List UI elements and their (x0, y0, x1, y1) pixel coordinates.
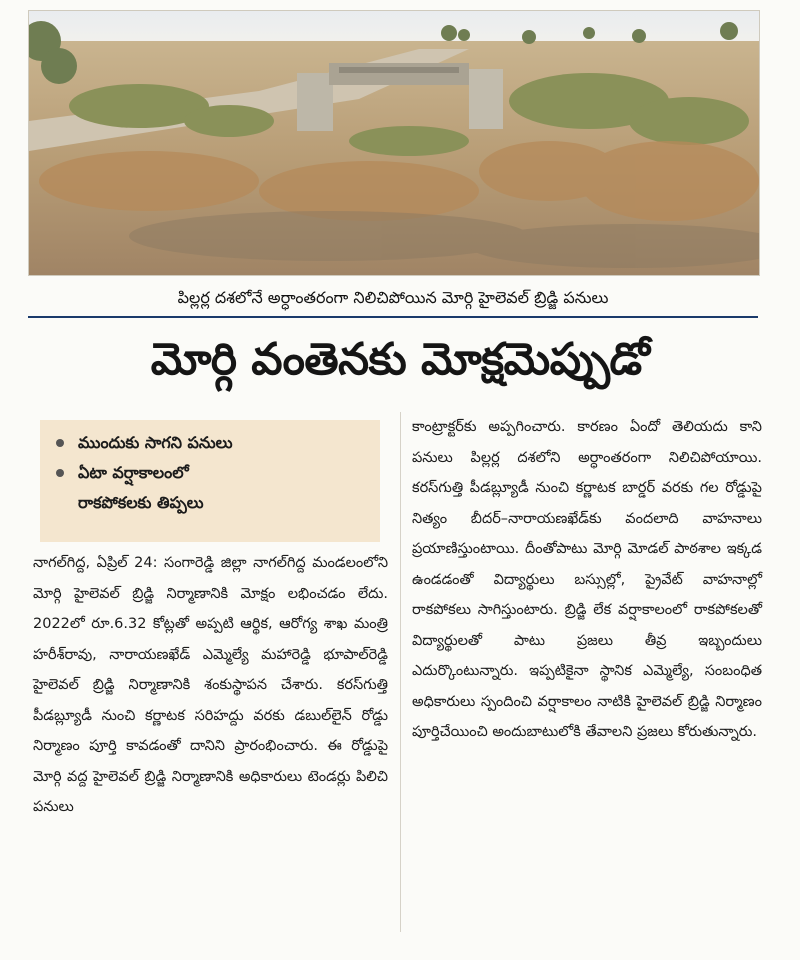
article-column-right (412, 412, 762, 748)
highlight-item (50, 458, 370, 518)
highlight-text: ముందుకు సాగని పనులు (78, 433, 233, 452)
article-text-right: కాంట్రాక్టర్‌కు అప్పగించారు. కారణం ఏందో తెలియదు కాని పనులు పిల్లర్ల దశలోని అర్ధాంతరంగా నిలిచిపోయాయి. కరస్‌గుత్తి పీడబ్ల్యూడీ నుంచి కర్ణాటక బార్డర్‌ వరకు గల రోడ్డుపై నిత్యం బీదర్‌–నారాయణఖేడ్‌కు వందలాది వాహనాలు ప్రయాణిస్తుంటాయి. దీంతోపాటు మోర్గి మోడల్‌ పాఠశాల ఇక్కడ ఉండడంతో విద్యార్థులు బస్సుల్లో, ప్రైవేట్‌ వాహనాల్లో రాకపోకలు సాగిస్తుంటారు. బ్రిడ్జి లేక వర్షాకాలంలో రాకపోకలతో విద్యార్థులతో పాటు ప్రజలు తీవ్ర ఇబ్బందులు ఎదుర్కొంటున్నారు. ఇప్పటికైనా స్థానిక ఎమ్మెల్యే, సంబంధిత అధికారులు స్పందించి వర్షాకాలం నాటికి హైలెవల్‌ బ్రిడ్జి నిర్మాణం పూర్తిచేయించి అందుబాటులోకి తేవాలని ప్రజలు కోరుతున్నారు. (412, 419, 762, 740)
highlights-box (40, 420, 380, 542)
photo-caption: పిల్లర్ల దశలోనే అర్ధాంతరంగా నిలిచిపోయిన మోర్గి హైలెవల్ బ్రిడ్జి పనులు (28, 282, 758, 318)
bullet-icon (56, 439, 64, 447)
news-photo (28, 10, 760, 276)
headline: మోర్గి వంతెనకు మోక్షమెప్పుడో (150, 334, 650, 385)
highlight-text: ఏటా వర్షాకాలంలో (78, 463, 189, 482)
article-column-left (33, 548, 388, 823)
bullet-icon (56, 469, 64, 477)
article-text-left: నాగల్‌గిద్ద, ఏప్రిల్‌ 24: సంగారెడ్డి జిల్లా నాగల్‌గిద్ద మండలంలోని మోర్గి హైలెవల్‌ బ్రిడ్జి నిర్మాణానికి మోక్షం లభించడం లేదు. 2022లో రూ.6.32 కోట్లతో అప్పటి ఆర్థిక, ఆరోగ్య శాఖ మంత్రి హరీశ్‌రావు, నారాయణఖేడ్‌ ఎమ్మెల్యే మహారెడ్డి భూపాల్‌రెడ్డి హైలెవల్‌ బ్రిడ్జి నిర్మాణానికి శంకుస్థాపన చేశారు. కరస్‌గుత్తి పీడబ్ల్యూడీ నుంచి కర్ణాటక సరిహద్దు వరకు డబుల్‌లైన్‌ రోడ్డు నిర్మాణం పూర్తి కావడంతో దానిని ప్రారంభించారు. ఈ రోడ్డుపై మోర్గి వద్ద హైలెవల్‌ బ్రిడ్జి నిర్మాణానికి అధికారులు టెండర్లు పిలిచి పనులు (33, 555, 388, 815)
highlight-text: రాకపోకలకు తిప్పలు (78, 493, 204, 512)
highlight-item (50, 428, 370, 458)
column-divider (400, 412, 401, 932)
highlight-text-block (78, 458, 204, 518)
